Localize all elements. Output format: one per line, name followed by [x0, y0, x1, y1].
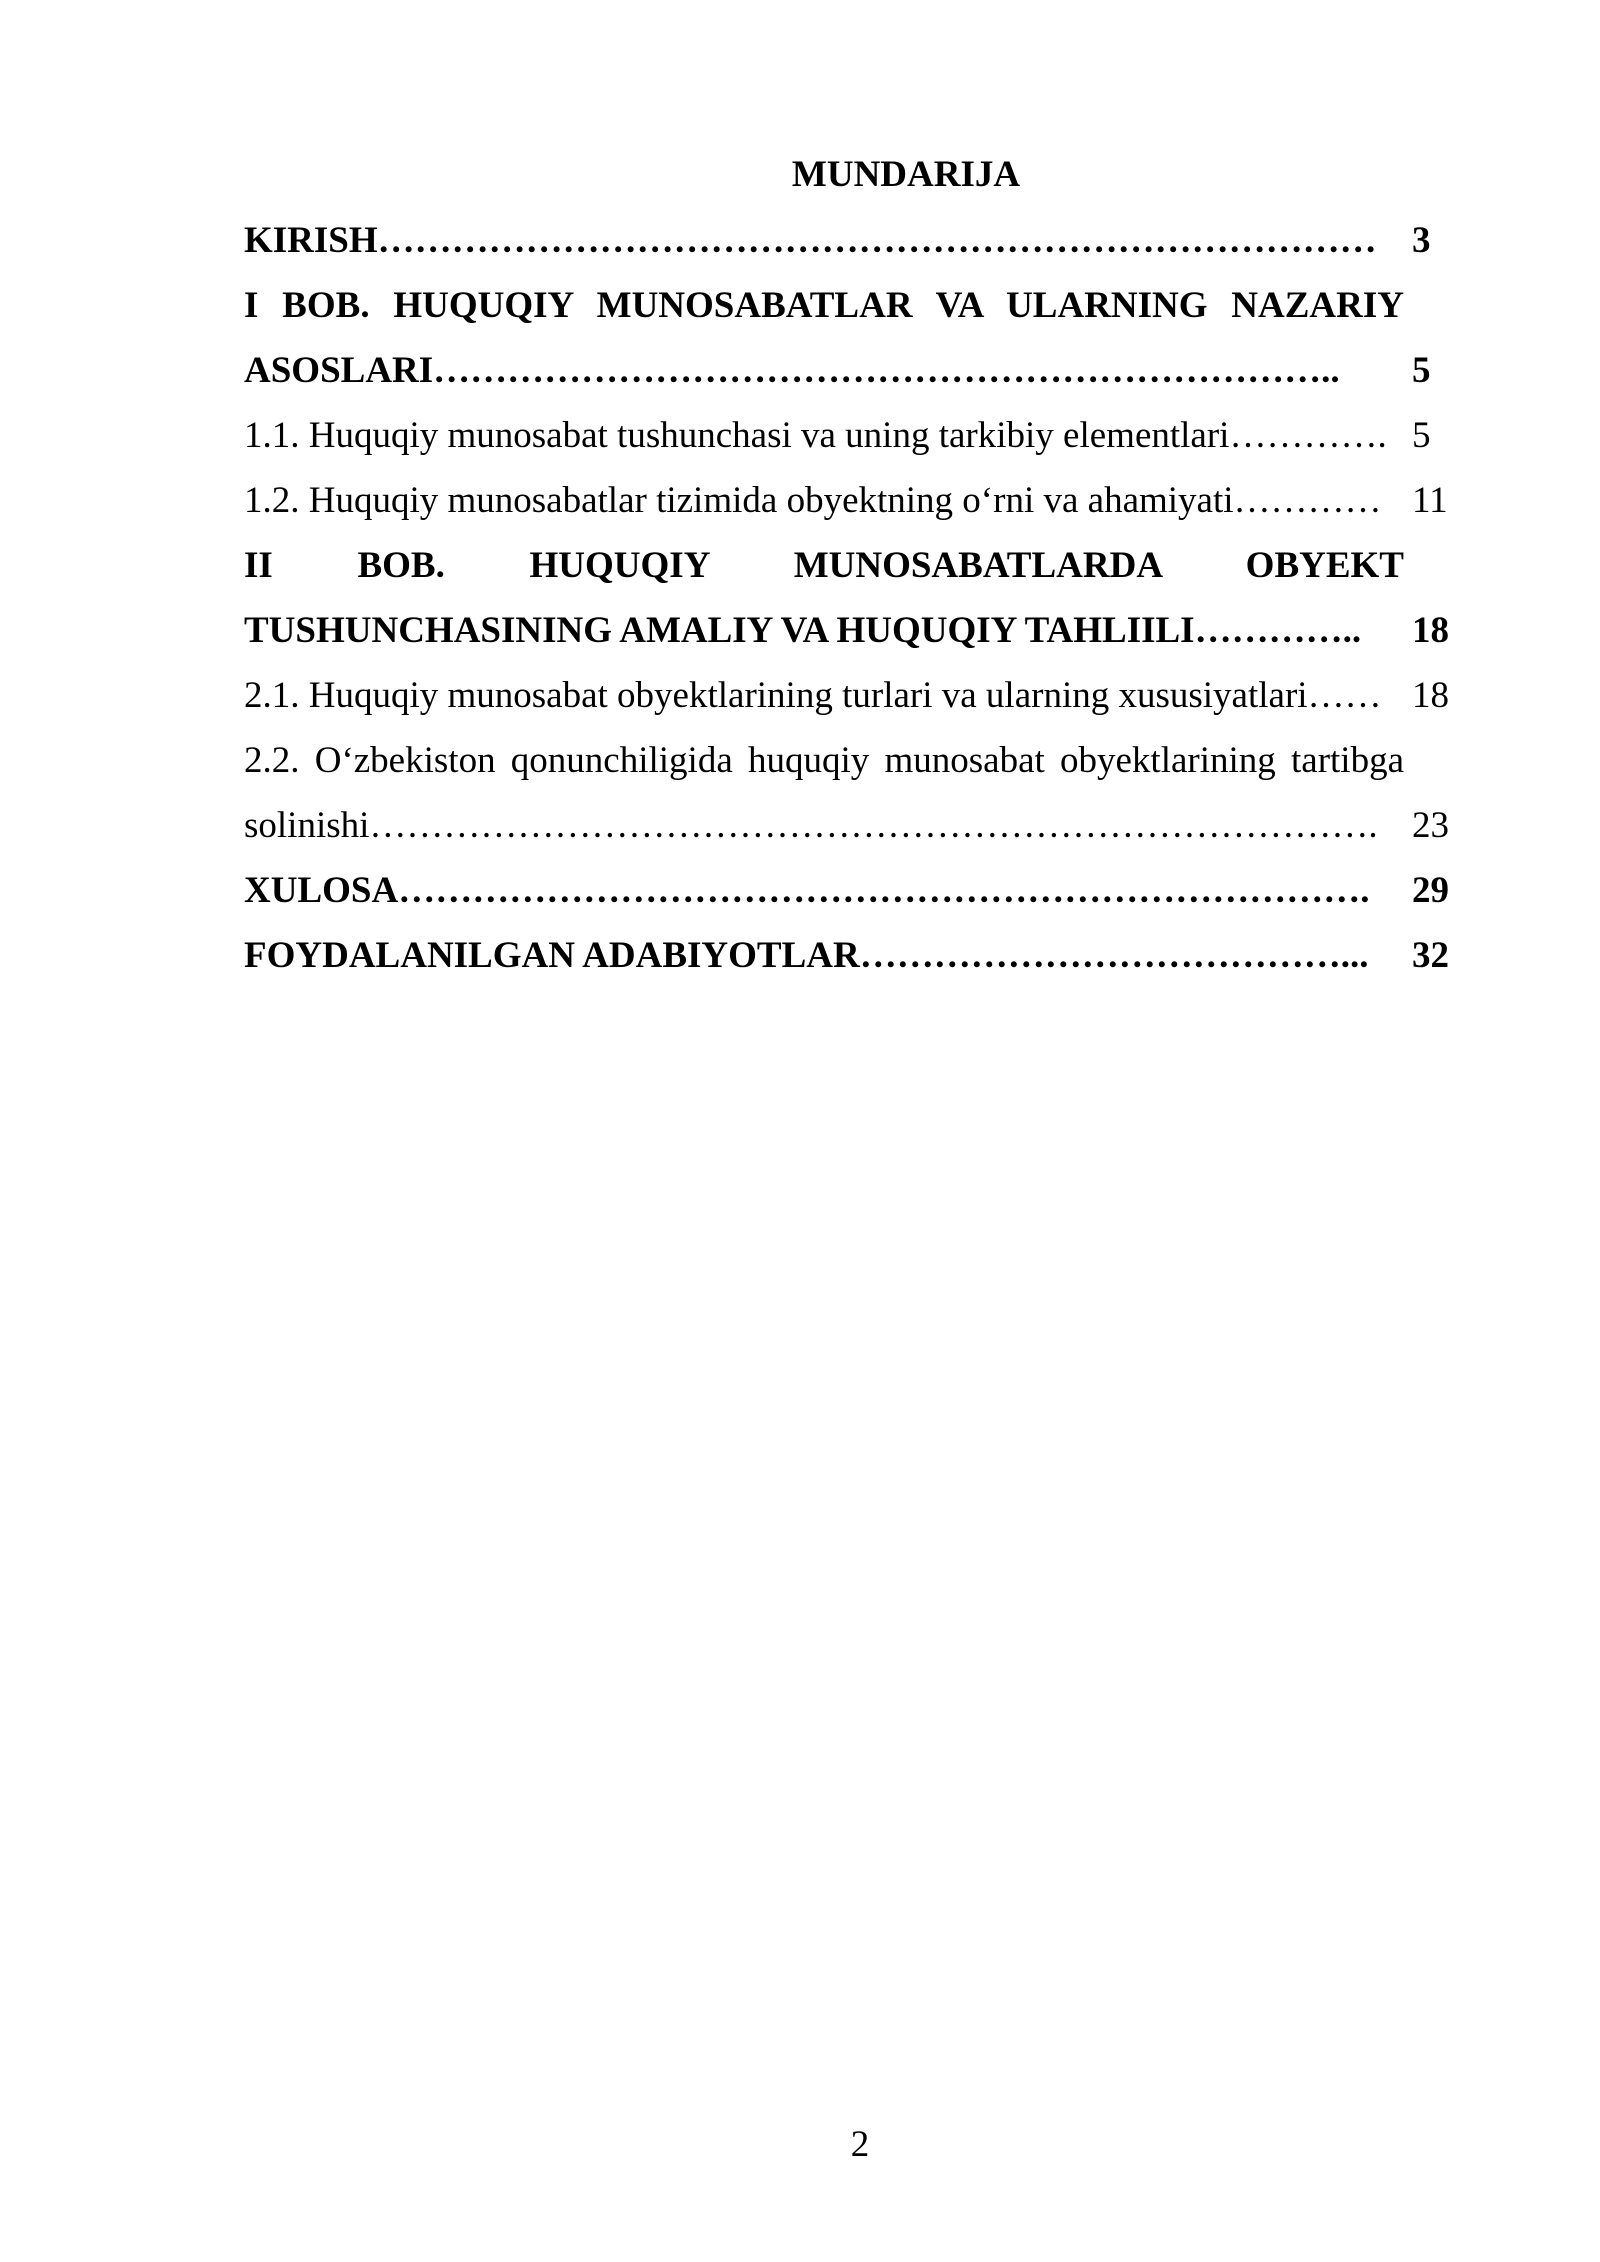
toc-entry-text: 2.2. O‘zbekiston qonunchiligida huquqiy munosabat obyektlarining tartibga solinishi………………………………………………………………………. [244, 740, 1404, 846]
toc-entry-text: II BOB. HUQUQIY MUNOSABATLARDA OBYEKT TUSHUNCHASINING AMALIY VA HUQUQIY TAHLIILI………….. [244, 545, 1404, 651]
toc-entry-section-1-1[interactable] [244, 403, 1472, 468]
toc-entry-page: 11 [1412, 480, 1448, 521]
toc-entry-section-2-2[interactable] [244, 728, 1472, 858]
toc-entry-page: 23 [1412, 805, 1449, 846]
toc-entry-text: XULOSA……………………………………………………………………. [244, 870, 1370, 911]
page-title: MUNDARIJA [791, 154, 1021, 195]
toc-entry-chapter-2[interactable] [244, 533, 1472, 663]
toc-entry-page: 29 [1412, 870, 1449, 911]
toc-entry-kirish[interactable] [244, 208, 1472, 273]
toc-entry-text: I BOB. HUQUQIY MUNOSABATLAR VA ULARNING NAZARIY ASOSLARI……………………………………………………………….. [244, 285, 1404, 391]
toc-entry-page: 32 [1412, 935, 1449, 976]
toc-entry-page: 18 [1412, 675, 1449, 716]
toc-entry-chapter-1[interactable] [244, 273, 1472, 403]
toc-entry-text: KIRISH……………………………………………………………………… [244, 220, 1377, 261]
toc-entry-text: FOYDALANILGAN ADABIYOTLAR…………………………………... [244, 935, 1369, 976]
page-number: 2 [850, 2124, 870, 2165]
toc-entry-text: 1.1. Huquqiy munosabat tushunchasi va uning tarkibiy elementlari…………. [244, 415, 1387, 456]
table-of-contents [244, 208, 1472, 988]
toc-entry-page: 18 [1412, 610, 1449, 651]
toc-entry-page: 3 [1412, 220, 1431, 261]
toc-entry-text: 2.1. Huquqiy munosabat obyektlarining turlari va ularning xususiyatlari…… [244, 675, 1382, 716]
toc-entry-adabiyotlar[interactable] [244, 923, 1472, 988]
toc-entry-page: 5 [1412, 415, 1431, 456]
toc-entry-section-1-2[interactable] [244, 468, 1472, 533]
toc-entry-xulosa[interactable] [244, 858, 1472, 923]
toc-entry-text: 1.2. Huquqiy munosabatlar tizimida obyektning o‘rni va ahamiyati………… [244, 480, 1382, 521]
toc-entry-section-2-1[interactable] [244, 663, 1472, 728]
toc-entry-page: 5 [1412, 350, 1431, 391]
